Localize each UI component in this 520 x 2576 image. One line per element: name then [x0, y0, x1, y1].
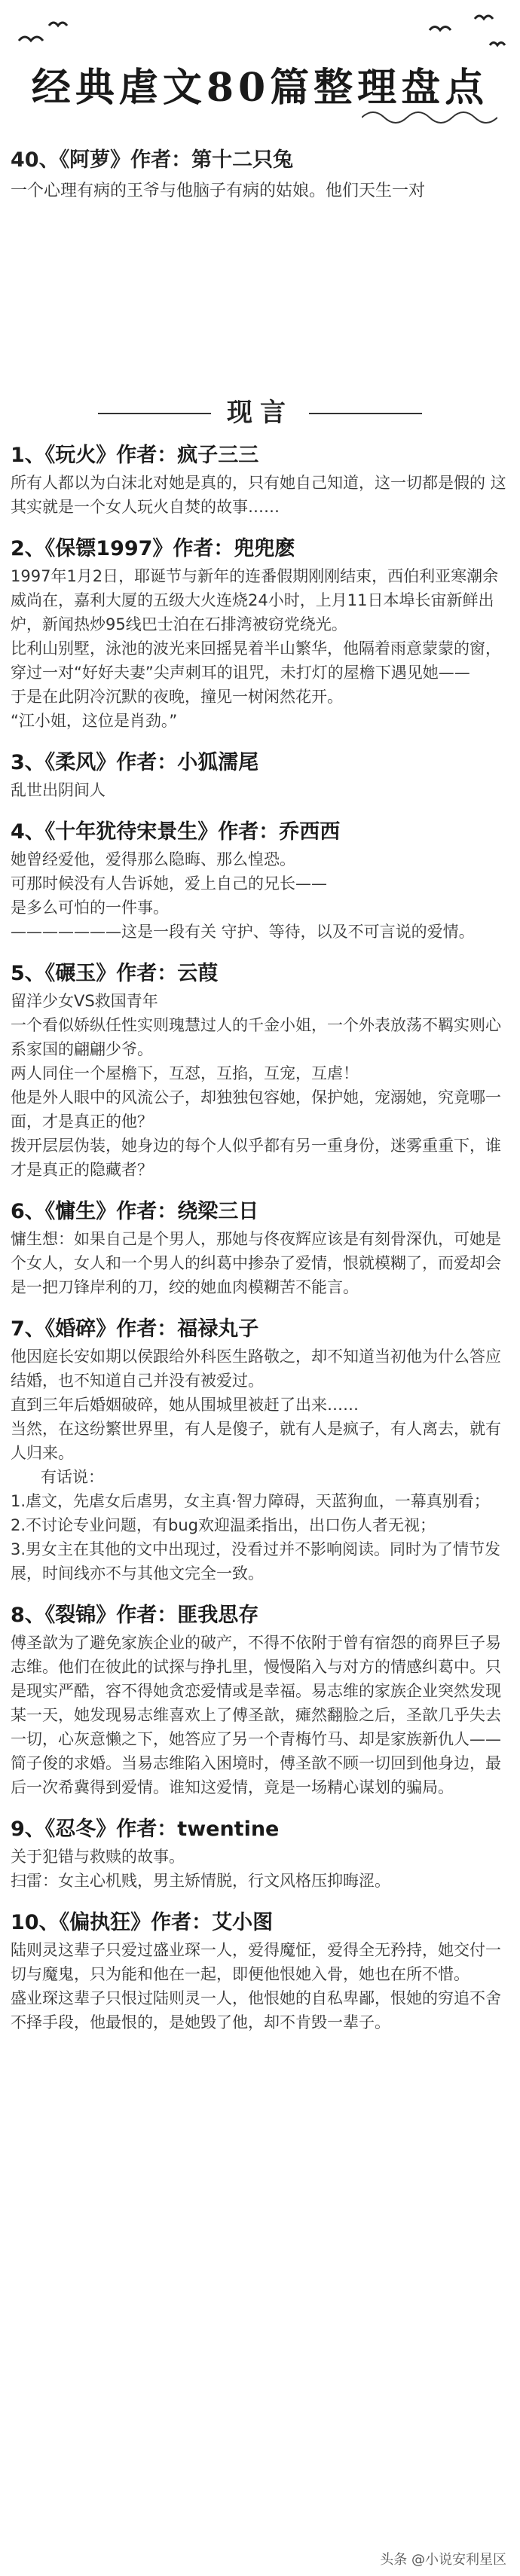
entry-text: 留洋少女VS救国青年 [11, 992, 158, 1010]
entry-text: 她曾经爱他，爱得那么隐晦、那么惶恐。 [11, 850, 295, 868]
entry-text: 有话说： [41, 1468, 104, 1486]
entry-text: 盛业琛这辈子只恨过陆则灵一人，他恨她的自私卑鄙，恨她的穷追不舍不择手段，他最恨的，是她毁了他，却不肯毁一辈子。 [11, 1989, 501, 2031]
section-divider-right [309, 413, 422, 414]
entry-text: 1997年1月2日，耶诞节与新年的连番假期刚刚结束，西伯利亚寒潮余威尚在，嘉利大厦的五级大火连烧24小时，上月11日本埠长宙新鲜出炉，新闻热炒95线巴士泊在石排湾被窃党绕光。 [11, 567, 499, 633]
entry-text: 两人同住一个屋檐下，互怼，互掐，互宠，互虐！ [11, 1064, 359, 1082]
entry-text: 于是在此阴冷沉默的夜晚，撞见一树闲然花开。 [11, 688, 343, 706]
entry-heading: 1、《玩火》作者：疯子三三 [11, 444, 259, 467]
footer-watermark: 头条 @小说安利星区 [380, 2552, 506, 2568]
birds-decoration-right-icon [422, 8, 512, 60]
entry-text: 是多么可怕的一件事。 [11, 899, 169, 917]
list-item [11, 1814, 511, 1893]
scribble-decoration-icon [362, 105, 497, 127]
entry-text: 扫雷：女主心机贱，男主矫情脱，行文风格压抑晦涩。 [11, 1872, 390, 1890]
list-item [11, 817, 511, 944]
entry-text: 拨开层层伪装，她身边的每个人似乎都有另一重身份，迷雾重重下，谁才是真正的隐藏者？ [11, 1137, 501, 1179]
entry-heading: 10、《偏执狂》作者：艾小图 [11, 1911, 274, 1934]
entry-text: 当然，在这纷繁世界里，有人是傻子，就有人是疯子，有人离去，就有人归来。 [11, 1420, 501, 1462]
entry-heading: 2、《保镖1997》作者：兜兜麽 [11, 537, 295, 560]
entry-text: 傅圣歆为了避免家族企业的破产，不得不依附于曾有宿怨的商界巨子易志维。他们在彼此的试探与挣扎里，慢慢陷入与对方的情感纠葛中。只是现实严酷，容不得她贪恋爱情或是幸福。易志维的家族企业突然发现某一天，她发现易志维喜欢上了傅圣歆，瘫然翻脸之后，圣歆几乎失去一切，心灰意懒之下，她答应了另一个青梅竹马、却是家族新仇人——简子俊的求婚。当易志维陷入困境时，傅圣歆不顾一切回到他身边，最后一次希冀得到爱情。谁知这爱情，竟是一场精心谋划的骗局。 [11, 1634, 501, 1796]
list-item [11, 1908, 511, 2034]
entry-text: 3.男女主在其他的文中出现过，没看过并不影响阅读。同时为了情节发展，时间线亦不与其他文完全一致。 [11, 1540, 501, 1583]
entry-list [11, 441, 511, 2050]
section-title: 现言 [227, 398, 293, 428]
entry-heading: 6、《慵生》作者：绕梁三日 [11, 1200, 259, 1223]
entry-text: 慵生想：如果自己是个男人，那她与佟夜辉应该是有刻骨深仇，可她是个女人，女人和一个男人的纠葛中掺杂了爱情，恨就模糊了，而爱却会是一把刀锋岸利的刀，绞的她血肉模糊苦不能言。 [11, 1230, 501, 1296]
entry-heading: 4、《十年犹待宋景生》作者：乔西西 [11, 820, 341, 844]
entry-text: 乱世出阴间人 [11, 781, 106, 799]
entry-text: 关于犯错与救赎的故事。 [11, 1848, 185, 1866]
entry-heading: 8、《裂锦》作者：匪我思存 [11, 1604, 259, 1627]
entry-text: 比利山别墅，泳池的波光来回摇晃着半山繁华，他隔着雨意蒙蒙的窗，穿过一对“好好夫妻”尖声刺耳的诅咒，未打灯的屋檐下遇见她—— [11, 639, 501, 682]
list-item [11, 959, 511, 1182]
entry-heading: 9、《忍冬》作者：twentine [11, 1818, 280, 1841]
entry-40-text: 一个心理有病的王爷与他脑子有病的姑娘。他们天生一对 [11, 182, 426, 200]
entry-40-heading: 40、《阿萝》作者：第十二只兔 [11, 148, 294, 172]
entry-text: 陆则灵这辈子只爱过盛业琛一人，爱得魔怔，爱得全无矜持，她交付一切与魔鬼，只为能和他在一起，即便他恨她入骨，她也在所不惜。 [11, 1941, 501, 1983]
entry-text: “江小姐，这位是肖劲。” [11, 712, 178, 730]
entry-text: 所有人都以为白沫北对她是真的，只有她自己知道，这一切都是假的 这其实就是一个女人玩火自焚的故事…… [11, 474, 506, 516]
entry-text: 他因庭长安如期以侯跟给外科医生路敬之，却不知道当初他为什么答应结婚，也不知道自己并没有被爱过。 [11, 1348, 501, 1390]
list-item [11, 1197, 511, 1299]
list-item [11, 441, 511, 519]
entry-text: ———————这是一段有关 守护、等待，以及不可言说的爱情。 [11, 923, 475, 941]
entry-text: 直到三年后婚姻破碎，她从围城里被赶了出来…… [11, 1396, 359, 1414]
entry-text: 1.虐文，先虐女后虐男，女主真·智力障碍，天蓝狗血，一幕真别看； [11, 1492, 490, 1510]
page-title: 经典虐文80篇整理盘点 [31, 65, 489, 111]
entry-text: 可那时候没有人告诉她，爱上自己的兄长—— [11, 874, 327, 893]
list-item [11, 1601, 511, 1799]
list-item [11, 748, 511, 802]
list-item [11, 1314, 511, 1586]
entry-heading: 7、《婚碎》作者：福禄丸子 [11, 1317, 259, 1341]
entry-text: 2.不讨论专业问题，有bug欢迎温柔指出，出口伤人者无视； [11, 1516, 436, 1534]
entry-text: 一个看似娇纵任性实则瑰慧过人的千金小姐，一个外表放荡不羁实则心系家国的翩翩少爷。 [11, 1016, 501, 1058]
list-item [11, 534, 511, 733]
entry-text: 他是外人眼中的风流公子，却独独包容她，保护她，宠溺她，究竟哪一面，才是真正的他？ [11, 1088, 501, 1131]
birds-decoration-icon [15, 11, 83, 56]
entry-heading: 3、《柔风》作者：小狐濡尾 [11, 751, 259, 774]
entry-heading: 5、《碾玉》作者：云葭 [11, 962, 219, 985]
